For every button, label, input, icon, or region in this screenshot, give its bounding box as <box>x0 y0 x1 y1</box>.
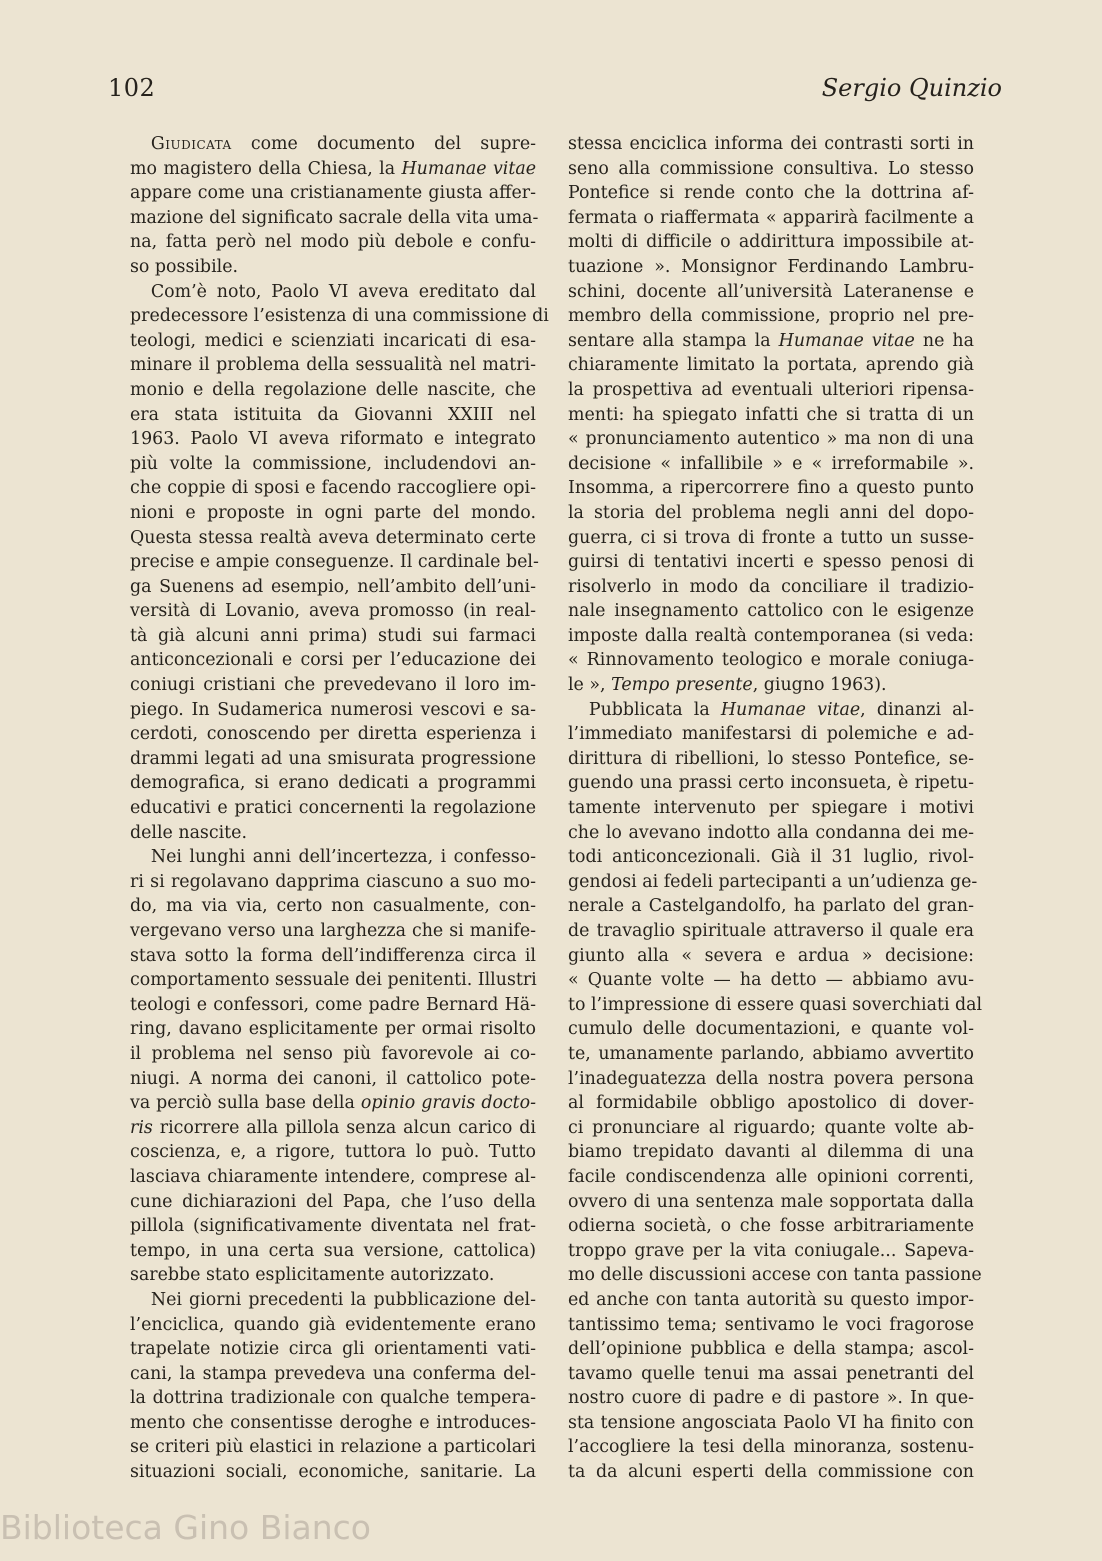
text-line <box>568 526 974 551</box>
text-segment: che coppie di sposi e facendo raccogliere opi- <box>130 478 536 499</box>
text-line <box>130 968 536 993</box>
text-segment: tà già alcuni anni prima) studi sui farmaci <box>130 625 536 646</box>
text-segment: « Quante volte — ha detto — abbiamo avu- <box>568 970 974 991</box>
text-segment: tempo, in una certa sua versione, cattolica) <box>130 1240 536 1261</box>
text-line <box>130 648 536 673</box>
text-line <box>568 1386 974 1411</box>
text-segment: sta tensione angosciata Paolo VI ha finito con <box>568 1412 974 1433</box>
text-line <box>568 1017 974 1042</box>
right-text-column <box>568 132 983 1485</box>
text-line <box>568 1165 974 1190</box>
text-segment: Nei giorni precedenti la pubblicazione del- <box>150 1289 536 1310</box>
text-segment: teologi, medici e scienziati incaricati di esa- <box>130 330 536 351</box>
text-line <box>568 993 983 1018</box>
text-segment: 1963. Paolo VI aveva riformato e integrato <box>130 429 536 450</box>
text-line <box>130 894 536 919</box>
italic-text: opinio gravis doctο- <box>360 1093 536 1114</box>
text-line <box>568 796 974 821</box>
text-line <box>130 1067 536 1092</box>
text-line <box>568 1140 974 1165</box>
text-line <box>130 944 536 969</box>
text-segment: trapelate notizie circa gli orientamenti vati- <box>130 1339 536 1360</box>
small-caps-text: Giudicata <box>150 134 232 154</box>
text-line <box>130 599 536 624</box>
text-segment: se criteri più elastici in relazione a particolari <box>130 1437 536 1458</box>
text-segment: le », <box>568 675 612 696</box>
text-line <box>130 796 536 821</box>
text-segment: cune dichiarazioni del Papa, che l’uso della <box>130 1191 536 1212</box>
text-segment: tuazione ». Monsignor Ferdinando Lambru- <box>568 256 974 277</box>
text-line <box>130 1239 536 1264</box>
text-line <box>568 1337 974 1362</box>
text-segment: mo magistero della Chiesa, la <box>130 158 402 179</box>
text-line <box>568 1116 974 1141</box>
text-line <box>568 624 974 649</box>
text-segment: predecessore l’esistenza di una commissione di <box>130 306 549 327</box>
text-segment: educativi e pratici concernenti la regolazione <box>130 798 536 819</box>
text-line <box>130 452 536 477</box>
text-segment: ed anche con tanta autorità su questo impor- <box>568 1289 974 1310</box>
text-segment: , dinanzi al- <box>860 699 974 720</box>
text-line <box>130 1214 536 1239</box>
text-segment: giunto alla « severa e ardua » decisione: <box>568 945 974 966</box>
text-segment: ring, davano esplicitamente per ormai risolto <box>130 1019 536 1040</box>
text-line <box>568 353 974 378</box>
text-segment: va perciò sulla base della <box>130 1093 361 1114</box>
text-segment: tantissimo tema; sentivamo le voci fragorose <box>568 1314 974 1335</box>
text-line <box>568 599 974 624</box>
text-segment: pillola (significativamente diventata nel frat- <box>130 1216 536 1237</box>
text-line <box>130 206 539 231</box>
text-segment: nerale a Castelgandolfo, ha parlato del gran- <box>568 896 974 917</box>
text-segment: menti: ha spiegato infatti che si tratta di un <box>568 404 974 425</box>
text-segment: la storia del problema negli anni del dopo- <box>568 502 974 523</box>
text-segment: tamente intervenuto per spiegare i motivi <box>568 798 974 819</box>
text-segment: niugi. A norma dei canoni, il cattolico pote- <box>130 1068 536 1089</box>
text-line <box>568 403 974 428</box>
text-line <box>130 526 536 551</box>
text-line <box>130 501 536 526</box>
text-segment: odierna società, o che fosse arbitrariamente <box>568 1216 974 1237</box>
text-segment: sarebbe stato esplicitamente autorizzato. <box>130 1265 495 1286</box>
text-line <box>130 1460 536 1485</box>
text-line <box>568 698 974 723</box>
text-line <box>130 1165 536 1190</box>
text-segment: biamo trepidato davanti al dilemma di una <box>568 1142 974 1163</box>
text-line <box>130 304 549 329</box>
text-segment: membro della commissione, proprio nel pre- <box>568 306 974 327</box>
text-line <box>568 1214 974 1239</box>
text-segment: nostro cuore di padre e di pastore ». In que- <box>568 1388 974 1409</box>
page-number: 102 <box>108 74 156 102</box>
text-line <box>568 575 974 600</box>
text-segment: « Rinnovamento teologico e morale coniuga- <box>568 650 974 671</box>
text-line <box>130 1263 536 1288</box>
italic-text: Humanae vitae <box>720 699 861 720</box>
text-line <box>130 1140 536 1165</box>
text-segment: imposte dalla realtà contemporanea (si veda: <box>568 625 974 646</box>
text-segment: fermata o riaffermata « apparirà facilmente a <box>568 207 974 228</box>
text-segment: al formidabile obbligo apostolico di dover- <box>568 1093 974 1114</box>
text-line <box>130 353 536 378</box>
text-segment: l’immediato manifestarsi di polemiche e ad- <box>568 724 974 745</box>
text-segment: guirsi di tentativi incerti e spesso penosi di <box>568 552 974 573</box>
text-segment: minare il problema della sessualità nel matri- <box>130 355 536 376</box>
text-segment: « pronunciamento autentico » ma non di una <box>568 429 974 450</box>
text-segment: teologi e confessori, come padre Bernard Hä- <box>130 994 536 1015</box>
text-line <box>130 427 536 452</box>
text-line <box>568 181 974 206</box>
text-segment: facile condiscendenza alle opinioni correnti, <box>568 1166 974 1187</box>
text-segment: situazioni sociali, economiche, sanitarie. La <box>130 1462 536 1483</box>
text-line <box>130 132 536 157</box>
text-segment: todi anticoncezionali. Già il 31 luglio, rivol- <box>568 847 974 868</box>
text-segment: Com’è noto, Paolo VI aveva ereditato dal <box>150 281 536 302</box>
text-line <box>568 1313 974 1338</box>
text-segment: risolverlo in modo da conciliare il tradizio- <box>568 576 974 597</box>
text-line <box>130 329 536 354</box>
text-segment: era stata istituita da Giovanni XXIII nel <box>130 404 536 425</box>
text-line <box>568 427 974 452</box>
text-segment: più volte la commissione, includendovi an- <box>130 453 536 474</box>
text-segment: che lo avevano indotto alla condanna dei me- <box>568 822 974 843</box>
text-segment: mento che consentisse deroghe e introduces- <box>130 1412 536 1433</box>
text-segment: la prospettiva ad eventuali ulteriori ripensa- <box>568 379 974 400</box>
text-line <box>568 747 974 772</box>
text-segment: comportamento sessuale dei penitenti. Illustri <box>130 970 537 991</box>
text-line <box>568 157 974 182</box>
text-segment: delle nascite. <box>130 822 247 843</box>
text-line <box>568 1263 982 1288</box>
text-line <box>130 1116 536 1141</box>
text-segment: stessa enciclica informa dei contrasti sorti in <box>568 134 974 154</box>
text-line <box>568 722 974 747</box>
text-line <box>130 1288 536 1313</box>
text-segment: appare come una cristianamente giusta affer- <box>130 183 536 204</box>
text-segment: mazione del significato sacrale della vita uma- <box>130 207 539 228</box>
text-segment: so possibile. <box>130 256 239 277</box>
text-line <box>568 206 974 231</box>
text-line <box>568 894 974 919</box>
text-segment: na, fatta però nel modo più debole e confu- <box>130 232 536 253</box>
text-line <box>568 550 974 575</box>
text-segment: piego. In Sudamerica numerosi vescovi e sa- <box>130 699 536 720</box>
library-watermark: Biblioteca Gino Bianco <box>0 1508 371 1547</box>
text-line <box>130 919 536 944</box>
text-segment: guendo una prassi certo inconsueta, è ripetu- <box>568 773 974 794</box>
text-line <box>568 1190 974 1215</box>
text-segment: coniugi cristiani che prevedevano il loro im- <box>130 675 536 696</box>
text-segment: guerra, ci si trova di fronte a tutto un susse- <box>568 527 974 548</box>
text-segment: l’inadeguatezza della nostra povera persona <box>568 1068 974 1089</box>
text-segment: ne ha <box>914 330 974 351</box>
text-line <box>568 452 974 477</box>
text-line <box>568 329 974 354</box>
text-line <box>130 1337 536 1362</box>
text-line <box>568 501 974 526</box>
text-line <box>130 698 536 723</box>
text-line <box>568 1362 974 1387</box>
italic-text: ris <box>130 1117 153 1138</box>
text-line <box>568 919 974 944</box>
text-segment: nale insegnamento cattolico con le esigenze <box>568 601 974 622</box>
text-line <box>130 821 536 846</box>
text-line <box>568 1460 974 1485</box>
text-segment: , giugno 1963). <box>752 675 887 696</box>
text-line <box>130 1362 536 1387</box>
text-line <box>130 181 536 206</box>
text-segment: ricorrere alla pillola senza alcun carico di <box>152 1117 536 1138</box>
text-line <box>568 230 974 255</box>
text-line <box>130 1386 536 1411</box>
text-segment: nioni e proposte in ogni parte del mondo. <box>130 502 536 523</box>
text-line <box>568 1411 974 1436</box>
text-segment: ci pronunciare al riguardo; quante volte ab- <box>568 1117 974 1138</box>
text-segment: cani, la stampa prevedeva una conferma del- <box>130 1363 536 1384</box>
text-line <box>130 845 536 870</box>
text-line <box>130 1411 536 1436</box>
text-segment: lasciava chiaramente intendere, comprese al- <box>130 1166 536 1187</box>
text-segment: cumulo delle documentazioni, e quante vol- <box>568 1019 974 1040</box>
text-line <box>568 1288 974 1313</box>
text-line <box>130 1435 536 1460</box>
left-text-column <box>130 132 549 1485</box>
text-segment: to l’impressione di essere quasi soverchiati dal <box>568 994 983 1015</box>
text-segment: ri si regolavano dapprima ciascuno a suo mo- <box>130 871 536 892</box>
italic-text: Tempo presente <box>611 675 753 696</box>
text-line <box>130 1091 536 1116</box>
running-head: Sergio Quinzio <box>821 74 1002 102</box>
text-segment: sentare alla stampa la <box>568 330 779 351</box>
text-line <box>568 378 974 403</box>
text-segment: anticoncezionali e corsi per l’educazione dei <box>130 650 536 671</box>
text-line <box>568 673 974 698</box>
italic-text: Humanae vitae <box>401 158 536 179</box>
text-segment: l’enciclica, quando già evidentemente erano <box>130 1314 536 1335</box>
text-segment: Nei lunghi anni dell’incertezza, i confesso- <box>150 847 536 868</box>
text-segment: do, ma via via, certo non casualmente, con- <box>130 896 536 917</box>
text-line <box>130 1190 536 1215</box>
text-line <box>568 280 974 305</box>
text-segment: come documento del supre- <box>231 134 536 154</box>
text-segment: coscienza, e, a rigore, tuttora lo può. Tutto <box>130 1142 536 1163</box>
text-segment: ovvero di una sentenza male sopportata dalla <box>568 1191 974 1212</box>
text-line <box>130 280 536 305</box>
text-line <box>130 157 536 182</box>
text-line <box>130 378 536 403</box>
text-line <box>568 845 974 870</box>
text-line <box>130 771 536 796</box>
text-line <box>130 1042 536 1067</box>
text-segment: drammi legati ad una smisurata progressione <box>130 748 536 769</box>
text-segment: te, umanamente parlando, abbiamo avvertito <box>568 1043 974 1064</box>
text-segment: la dottrina tradizionale con qualche tempera- <box>130 1388 536 1409</box>
text-segment: ga Suenens ad esempio, nell’ambito dell’uni- <box>130 576 536 597</box>
text-line <box>130 870 536 895</box>
text-line <box>568 476 974 501</box>
text-segment: cerdoti, conoscendo per diretta esperienza i <box>130 724 536 745</box>
text-line <box>130 255 536 280</box>
text-segment: stava sotto la forma dell’indifferenza circa il <box>130 945 536 966</box>
text-segment: chiaramente limitato la portata, aprendo già <box>568 355 974 376</box>
text-line <box>130 550 539 575</box>
text-segment: schini, docente all’università Lateranense e <box>568 281 974 302</box>
text-segment: ta da alcuni esperti della commissione con <box>568 1462 974 1483</box>
text-segment: dirittura di ribellioni, lo stesso Pontefice, se- <box>568 748 974 769</box>
text-line <box>130 993 536 1018</box>
text-line <box>130 476 536 501</box>
text-segment: Questa stessa realtà aveva determinato certe <box>130 527 536 548</box>
text-line <box>568 304 974 329</box>
text-segment: demografica, si erano dedicati a programmi <box>130 773 536 794</box>
text-line <box>568 968 974 993</box>
text-segment: Insomma, a ripercorrere fino a questo punto <box>568 478 974 499</box>
text-line <box>130 747 536 772</box>
text-segment: monio e della regolazione delle nascite, che <box>130 379 536 400</box>
text-segment: decisione « infallibile » e « irreformabile ». <box>568 453 974 474</box>
text-line <box>568 1091 974 1116</box>
text-line <box>568 870 978 895</box>
text-line <box>568 648 974 673</box>
text-line <box>568 255 974 280</box>
text-segment: tavamo quelle tenui ma assai penetranti del <box>568 1363 974 1384</box>
text-segment: dell’opinione pubblica e della stampa; ascol- <box>568 1339 974 1360</box>
text-segment: troppo grave per la vita coniugale... Sapeva- <box>568 1240 974 1261</box>
text-line <box>568 132 974 157</box>
text-segment: Pontefice si rende conto che la dottrina af- <box>568 183 974 204</box>
text-line <box>568 821 974 846</box>
text-segment: versità di Lovanio, aveva promosso (in real- <box>130 601 536 622</box>
text-line <box>568 1042 974 1067</box>
text-segment: il problema nel senso più favorevole ai co- <box>130 1043 536 1064</box>
text-segment: molti di difficile o addirittura impossibile at- <box>568 232 974 253</box>
text-line <box>568 1067 974 1092</box>
text-line <box>130 1017 536 1042</box>
text-line <box>568 944 974 969</box>
text-segment: gendosi ai fedeli partecipanti a un’udienza ge- <box>568 871 978 892</box>
text-segment: mo delle discussioni accese con tanta passione <box>568 1265 982 1286</box>
text-segment: precise e ampie conseguenze. Il cardinale bel- <box>130 552 539 573</box>
text-line <box>130 722 536 747</box>
text-line <box>130 230 536 255</box>
italic-text: Humanae vitae <box>778 330 915 351</box>
text-segment: seno alla commissione consultiva. Lo stesso <box>568 158 974 179</box>
text-line <box>130 403 536 428</box>
text-segment: vergevano verso una larghezza che si manife- <box>130 921 536 941</box>
text-segment: Pubblicata la <box>588 699 721 720</box>
text-line <box>130 575 536 600</box>
text-line <box>568 1239 974 1264</box>
text-line <box>568 1435 974 1460</box>
text-line <box>568 771 974 796</box>
text-segment: l’accogliere la tesi della minoranza, sostenu- <box>568 1437 974 1458</box>
text-segment: de travaglio spirituale attraverso il quale era <box>568 921 974 941</box>
text-line <box>130 673 536 698</box>
text-line <box>130 1313 536 1338</box>
text-line <box>130 624 536 649</box>
